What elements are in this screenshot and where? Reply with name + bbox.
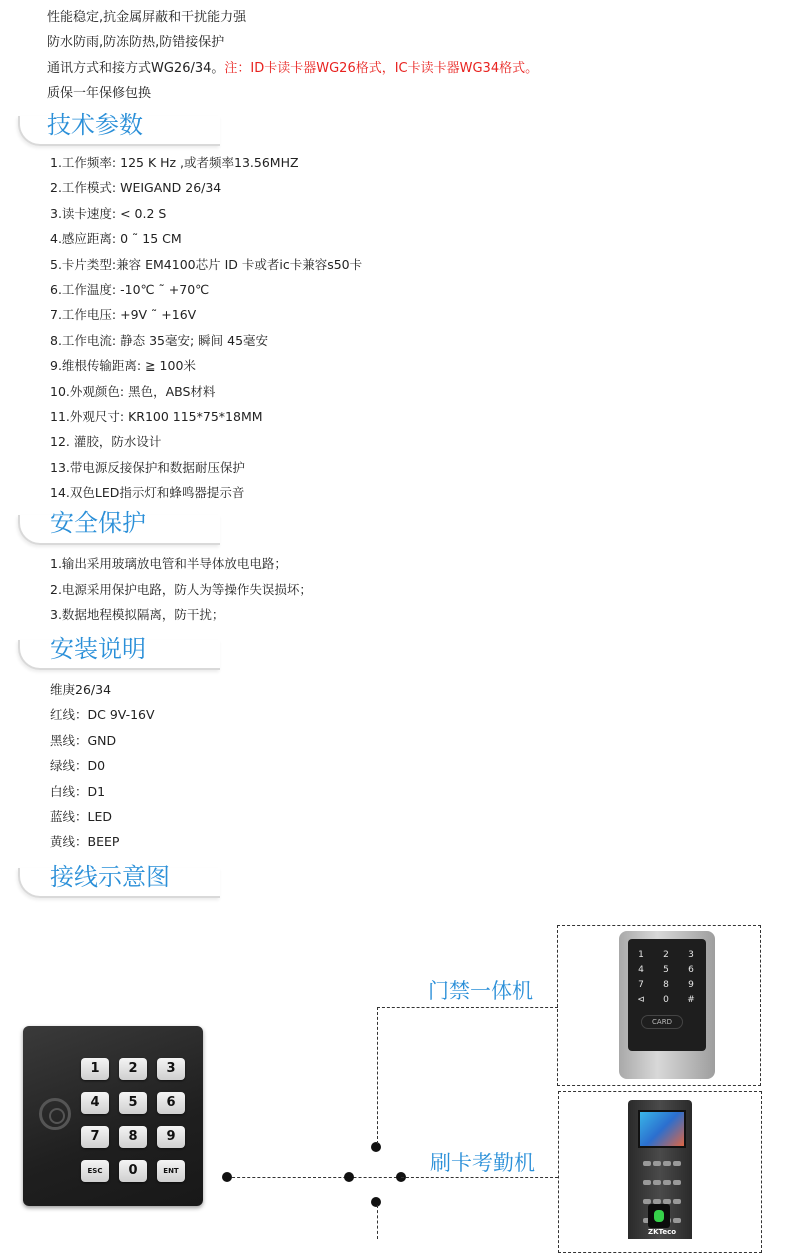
reader-key: 7 bbox=[81, 1126, 109, 1148]
connection-dot bbox=[344, 1172, 354, 1182]
device-key bbox=[673, 1218, 681, 1223]
tech-spec-item: 2.工作模式: WEIGAND 26/34 bbox=[50, 180, 222, 196]
tech-spec-item: 10.外观颜色: 黑色，ABS材料 bbox=[50, 383, 216, 399]
brand-logo: ZKTeco bbox=[648, 1228, 677, 1236]
door-key: 8 bbox=[663, 980, 669, 990]
intro-line-3 bbox=[47, 60, 538, 78]
reader-key: 5 bbox=[119, 1092, 147, 1114]
tech-spec-item: 13.带电源反接保护和数据耐压保护 bbox=[50, 459, 245, 475]
safety-item: 2.电源采用保护电路，防人为等操作失误损坏； bbox=[50, 581, 312, 597]
tech-spec-item: 3.读卡速度: < 0.2 S bbox=[50, 205, 167, 221]
section-title-safety: 安全保护 bbox=[50, 509, 146, 537]
door-key: ⊲ bbox=[637, 995, 645, 1005]
card-reader-label: CARD bbox=[641, 1015, 683, 1029]
install-item: 红线：DC 9V-16V bbox=[50, 707, 155, 723]
install-item: 黑线：GND bbox=[50, 732, 117, 748]
device-key bbox=[673, 1180, 681, 1185]
install-item: 黄线：BEEP bbox=[50, 834, 120, 850]
install-item: 绿线：D0 bbox=[50, 758, 106, 774]
reader-key: 6 bbox=[157, 1092, 185, 1114]
door-key: 1 bbox=[638, 950, 644, 960]
tech-spec-item: 9.维根传输距离: ≧ 100米 bbox=[50, 358, 196, 374]
wire-line bbox=[377, 1007, 378, 1144]
door-controller-image bbox=[619, 931, 715, 1079]
install-item: 白线：D1 bbox=[50, 783, 106, 799]
reader-key: 2 bbox=[119, 1058, 147, 1080]
tech-spec-item: 5.卡片类型:兼容 EM4100芯片 ID 卡或者ic卡兼容s50卡 bbox=[50, 256, 363, 272]
install-item: 维庚26/34 bbox=[50, 682, 112, 697]
wire-line bbox=[377, 1007, 558, 1008]
label-attendance-machine: 刷卡考勤机 bbox=[430, 1151, 535, 1175]
intro-line-2: 防水防雨,防冻防热,防错接保护 bbox=[47, 35, 225, 50]
tech-spec-item: 12. 灌胶，防水设计 bbox=[50, 434, 162, 450]
attendance-machine-image bbox=[628, 1100, 692, 1239]
device-key bbox=[663, 1180, 671, 1185]
label-door-controller: 门禁一体机 bbox=[428, 979, 533, 1003]
reader-key: 1 bbox=[81, 1058, 109, 1080]
device-key bbox=[673, 1199, 681, 1204]
reader-key: 8 bbox=[119, 1126, 147, 1148]
door-key: 9 bbox=[688, 980, 694, 990]
reader-key: 0 bbox=[119, 1160, 147, 1182]
tech-spec-item: 7.工作电压: +9V ˜ +16V bbox=[50, 307, 197, 323]
safety-item: 1.输出采用玻璃放电管和半导体放电电路； bbox=[50, 556, 287, 571]
section-title-install: 安装说明 bbox=[50, 635, 146, 663]
fingerprint-sensor-icon bbox=[648, 1204, 670, 1228]
device-key bbox=[653, 1180, 661, 1185]
door-key: 0 bbox=[663, 995, 669, 1005]
reader-key: ESC bbox=[81, 1160, 109, 1182]
intro-line-3-plain: 通讯方式和接方式WG26/34。 bbox=[47, 61, 225, 76]
device-key bbox=[643, 1180, 651, 1185]
reader-key: 4 bbox=[81, 1092, 109, 1114]
device-key bbox=[663, 1161, 671, 1166]
device-key bbox=[653, 1161, 661, 1166]
device-key bbox=[643, 1161, 651, 1166]
connection-dot bbox=[371, 1142, 381, 1152]
door-key: 7 bbox=[638, 980, 644, 990]
connection-dot bbox=[371, 1197, 381, 1207]
device-screen bbox=[638, 1110, 686, 1148]
device-key bbox=[673, 1161, 681, 1166]
door-key: 3 bbox=[688, 950, 694, 960]
rfid-icon bbox=[39, 1098, 71, 1130]
tech-spec-item: 1.工作频率: 125 K Hz ,或者频率13.56MHZ bbox=[50, 155, 299, 170]
door-key: # bbox=[687, 995, 695, 1005]
safety-item: 3.数据地程模拟隔离，防干扰； bbox=[50, 607, 225, 622]
wire-line bbox=[377, 1205, 378, 1239]
reader-key: 3 bbox=[157, 1058, 185, 1080]
intro-line-3-warning: 注：ID卡读卡器WG26格式，IC卡读卡器WG34格式。 bbox=[224, 61, 539, 76]
door-key: 5 bbox=[663, 965, 669, 975]
intro-line-1: 性能稳定,抗金属屏蔽和干扰能力强 bbox=[47, 10, 247, 25]
tech-spec-item: 11.外观尺寸: KR100 115*75*18MM bbox=[50, 409, 263, 424]
intro-line-4: 质保一年保修包换 bbox=[47, 86, 152, 101]
install-item: 蓝线：LED bbox=[50, 809, 112, 824]
door-key: 4 bbox=[638, 965, 644, 975]
tech-spec-item: 8.工作电流: 静态 35毫安; 瞬间 45毫安 bbox=[50, 332, 269, 348]
connection-dot bbox=[222, 1172, 232, 1182]
wire-line bbox=[401, 1177, 558, 1178]
section-title-tech: 技术参数 bbox=[47, 111, 143, 139]
wire-line bbox=[227, 1177, 402, 1178]
reader-key: 9 bbox=[157, 1126, 185, 1148]
tech-spec-item: 4.感应距离: 0 ˜ 15 CM bbox=[50, 231, 182, 247]
door-key: 2 bbox=[663, 950, 669, 960]
section-title-wiring: 接线示意图 bbox=[50, 863, 170, 891]
tech-spec-item: 14.双色LED指示灯和蜂鸣器提示音 bbox=[50, 485, 245, 501]
door-key: 6 bbox=[688, 965, 694, 975]
reader-key: ENT bbox=[157, 1160, 185, 1182]
tech-spec-item: 6.工作温度: -10℃ ˜ +70℃ bbox=[50, 282, 210, 297]
